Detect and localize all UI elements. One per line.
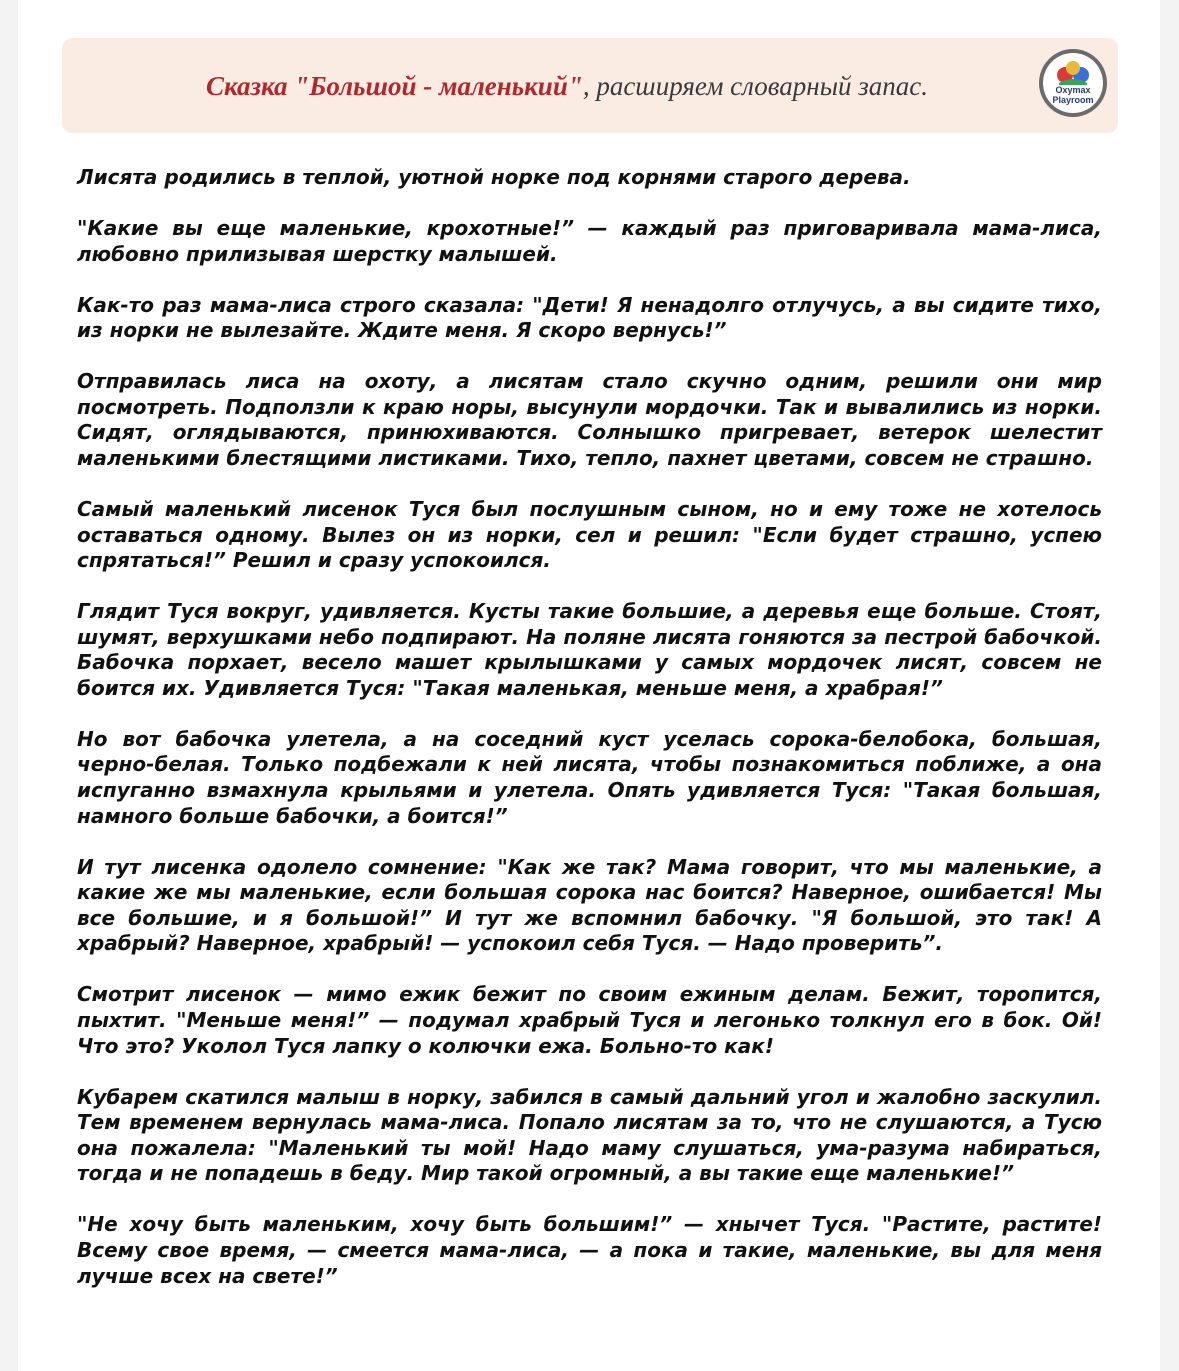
story-text (77, 165, 1102, 1314)
story-paragraph: Кубарем скатился малыш в норку, забился в самый дальний угол и жалобно заскулил. Тем временем вернулась мама-лиса. Попало лисятам за то, что не слушаются, а Тусю она пожалела: "Маленький ты мой! Надо маму слушаться, ума-разума набираться, тогда и не попадешь в беду. Мир такой огромный, а вы такие еще маленькие!” (77, 1084, 1102, 1186)
story-paragraph: Глядит Туся вокруг, удивляется. Кусты такие большие, а деревья еще больше. Стоят, шумят, верхушками небо подпирают. На поляне лисята гоняются за пестрой бабочкой. Бабочка порхает, весело машет крылышками у самых мордочек лисят, совсем не боится их. Удивляется Туся: "Такая маленькая, меньше меня, а храбрая!” (77, 599, 1102, 700)
logo-text-line2: Playroom (1052, 95, 1094, 105)
title-story-name: Сказка "Большой - маленький" (205, 71, 583, 101)
story-paragraph: Лисята родились в теплой, уютной норке под корнями старого дерева. (77, 165, 911, 189)
story-paragraph: "Не хочу быть маленьким, хочу быть большим!” — хнычет Туся. "Растите, растите! Всему свое время, — смеется мама-лиса, — а пока и такие, маленькие, вы для меня лучше всех на свете!” (77, 1212, 1102, 1288)
title-subtitle: , расширяем словарный запас. (582, 71, 929, 101)
story-paragraph: "Какие вы еще маленькие, крохотные!” — каждый раз приговаривала мама-лиса, любовно прилизывая шерстку малышей. (77, 215, 1102, 266)
logo-text-line1: Oxymax (1055, 85, 1091, 95)
oxymax-playroom-logo (1039, 49, 1107, 117)
document-page (18, 0, 1160, 1371)
header-banner (62, 38, 1118, 133)
logo-badge (1043, 53, 1103, 113)
story-paragraph: Смотрит лисенок — мимо ежик бежит по своим ежиным делам. Бежит, торопится, пыхтит. "Меньше меня!” — подумал храбрый Туся и легонько толкнул его в бок. Ой! Что это? Уколол Туся лапку о колючки ежа. Больно-то как! (77, 982, 1102, 1058)
story-paragraph: И тут лисенка одолело сомнение: "Как же так? Мама говорит, что мы маленькие, а какие же мы маленькие, если большая сорока нас боится? Наверное, ошибается! Мы все большие, и я большой!” И тут же вспомнил бабочку. "Я большой, это так! А храбрый? Наверное, храбрый! — успокоил себя Туся. — Надо проверить”. (77, 854, 1102, 956)
page-title (62, 70, 1072, 102)
story-paragraph: Отправилась лиса на охоту, а лисятам стало скучно одним, решили они мир посмотреть. Подползли к краю норы, высунули мордочки. Так и вывалились из норки. Сидят, оглядываются, принюхиваются. Солнышко пригревает, ветерок шелестит маленькими блестящими листиками. Тихо, тепло, пахнет цветами, совсем не страшно. (77, 369, 1102, 470)
story-paragraph: Самый маленький лисенок Туся был послушным сыном, но и ему тоже не хотелось оставаться одному. Вылез он из норки, сел и решил: "Если будет страшно, успею спрятаться!” Решил и сразу успокоился. (77, 496, 1102, 573)
story-paragraph: Но вот бабочка улетела, а на соседний куст уселась сорока-белобока, большая, черно-белая. Только подбежали к ней лисята, чтобы познакомиться поближе, а она испуганно взмахнула крыльями и улетела. Опять удивляется Туся: "Такая большая, намного больше бабочки, а боится!” (77, 726, 1102, 828)
story-paragraph: Как-то раз мама-лиса строго сказала: "Дети! Я ненадолго отлучусь, а вы сидите тихо, из норки не вылезайте. Ждите меня. Я скоро вернусь!” (77, 292, 1102, 343)
